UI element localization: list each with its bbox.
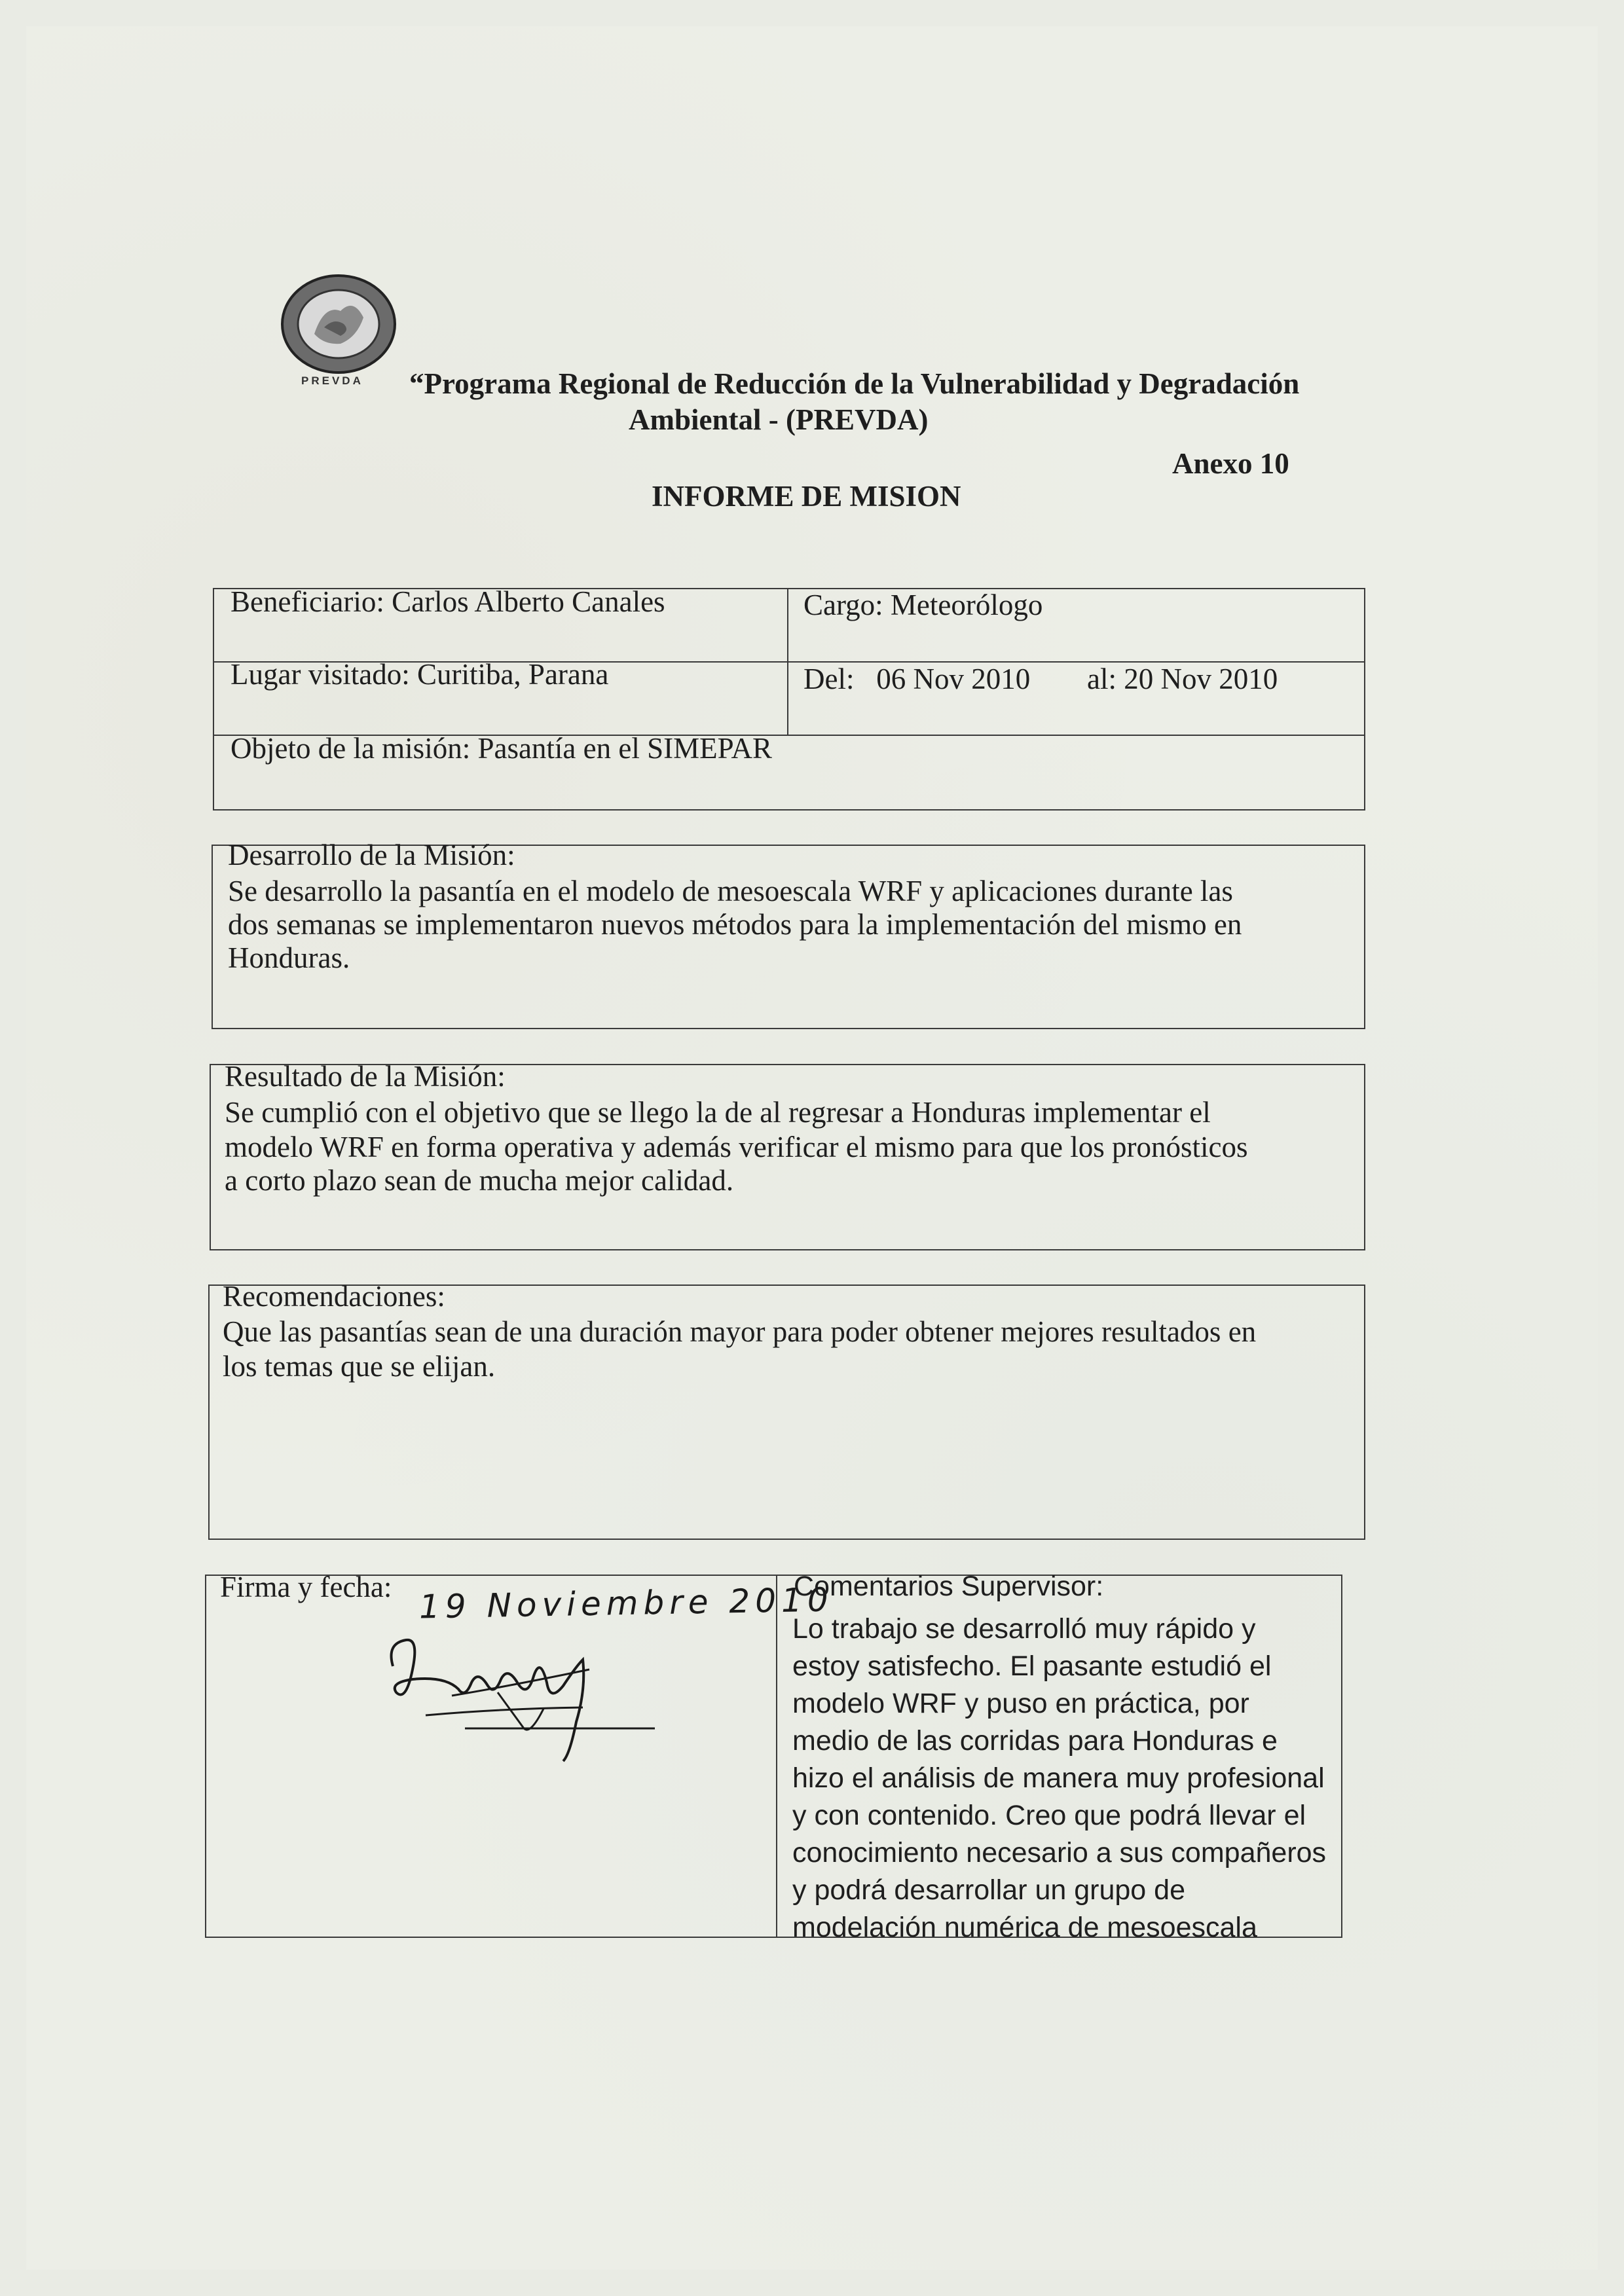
logo-caption: PREVDA [301, 374, 363, 387]
recommendations-line: los temas que se elijan. [223, 1350, 496, 1383]
comment-line: modelación numérica de mesoescala [792, 1912, 1257, 1943]
position-field: Cargo: Meteorólogo [803, 589, 1043, 621]
handwritten-signature [367, 1630, 661, 1774]
place-field: Lugar visitado: Curitiba, Parana [231, 658, 609, 691]
program-title-line2: Ambiental - (PREVDA) [629, 403, 929, 436]
comment-line: conocimiento necesario a sus compañeros [792, 1837, 1327, 1868]
result-line: a corto plazo sean de mucha mejor calidad. [225, 1164, 734, 1197]
recommendations-line: Que las pasantías sean de una duración mayor para poder obtener mejores resultados en [223, 1315, 1257, 1348]
supervisor-comments-label: Comentarios Supervisor: [794, 1571, 1104, 1602]
date-from-field: Del: 06 Nov 2010 [803, 663, 1031, 695]
result-line: modelo WRF en forma operativa y además verificar el mismo para que los pronósticos [225, 1131, 1248, 1163]
development-line: Se desarrollo la pasantía en el modelo de mesoescala WRF y aplicaciones durante las [228, 875, 1233, 907]
development-label: Desarrollo de la Misión: [228, 839, 515, 871]
recommendations-label: Recomendaciones: [223, 1280, 445, 1313]
prevda-logo-icon [278, 272, 399, 380]
comment-line: medio de las corridas para Honduras e [792, 1725, 1278, 1757]
comment-line: modelo WRF y puso en práctica, por [792, 1688, 1249, 1719]
comment-line: Lo trabajo se desarrolló muy rápido y [792, 1613, 1256, 1645]
comment-line: hizo el análisis de manera muy profesional [792, 1762, 1325, 1794]
development-line: dos semanas se implementaron nuevos métodos para la implementación del mismo en [228, 908, 1242, 941]
comment-line: estoy satisfecho. El pasante estudió el [792, 1650, 1272, 1682]
comment-line: y podrá desarrollar un grupo de [792, 1874, 1185, 1906]
handwritten-date: 19 Noviembre 2010 [418, 1580, 834, 1626]
comment-line: y con contenido. Creo que podrá llevar el [792, 1800, 1306, 1831]
program-title: “Programa Regional de Reducción de la Vulnerabilidad y Degradación [409, 367, 1300, 400]
annex-label: Anexo 10 [1172, 447, 1289, 480]
signature-date-label: Firma y fecha: [220, 1571, 392, 1603]
info-table [213, 585, 1365, 811]
result-label: Resultado de la Misión: [225, 1060, 506, 1093]
result-line: Se cumplió con el objetivo que se llego la de al regresar a Honduras implementar el [225, 1096, 1211, 1129]
document-title: INFORME DE MISION [652, 480, 961, 513]
date-to-field: al: 20 Nov 2010 [1087, 663, 1278, 695]
mission-object-field: Objeto de la misión: Pasantía en el SIMEPAR [231, 732, 773, 765]
development-line: Honduras. [228, 941, 350, 974]
supervisor-comments [792, 1611, 1326, 1946]
beneficiary-field: Beneficiario: Carlos Alberto Canales [231, 585, 665, 618]
